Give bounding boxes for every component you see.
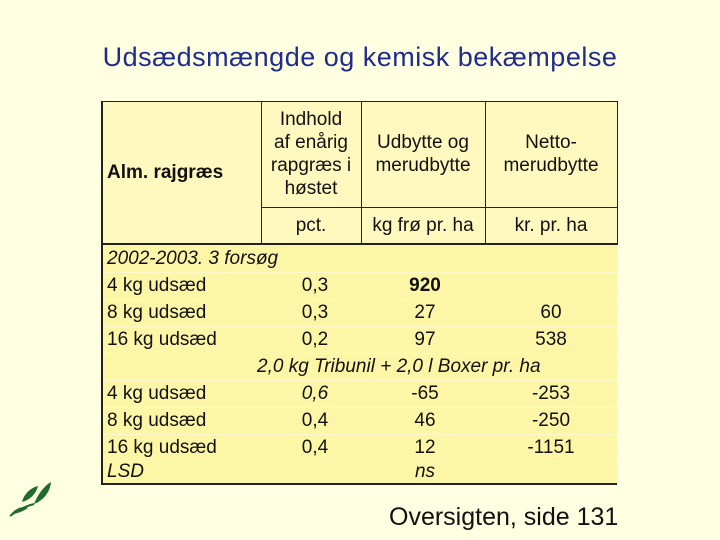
grid-line — [103, 243, 618, 245]
unit-col-2: kg frø pr. ha — [361, 207, 485, 243]
header-col-2-line-2: merudbytte — [375, 155, 471, 176]
header-row-label: Alm. rajgræs — [103, 101, 261, 243]
table-row: 16 kg udsæd 0,4 12 -1151 — [107, 437, 575, 458]
table-row: 4 kg udsæd 0,3 920 — [107, 275, 441, 296]
data-table — [101, 101, 617, 485]
header-col-2-line-1: Udbytte og — [377, 132, 469, 153]
table-row: 8 kg udsæd 0,3 27 60 — [107, 302, 562, 323]
table-row-lsd: LSD ns — [107, 461, 436, 482]
grid-line — [261, 101, 262, 243]
table-row: 4 kg udsæd 0,6 -65 -253 — [107, 383, 571, 404]
header-col-1-line-2: af enårig — [274, 132, 348, 153]
table-row: 16 kg udsæd 0,2 97 538 — [107, 329, 567, 350]
grid-line — [617, 101, 618, 243]
grid-line — [361, 101, 362, 243]
unit-col-1: pct. — [261, 207, 361, 243]
header-col-3 — [485, 101, 617, 207]
slide-title: Udsædsmængde og kemisk bekæmpelse — [102, 42, 618, 72]
unit-col-3: kr. pr. ha — [485, 207, 617, 243]
grid-line — [485, 101, 486, 243]
table-row: 8 kg udsæd 0,4 46 -250 — [107, 410, 571, 431]
leaf-logo-icon — [8, 478, 52, 518]
section-title-1: 2002-2003. 3 forsøg — [107, 248, 279, 269]
header-col-1-line-4: høstet — [284, 178, 338, 199]
header-col-3-line-2: merudbytte — [503, 155, 599, 176]
header-col-2 — [361, 101, 485, 207]
grid-line — [103, 101, 618, 102]
grid-line — [261, 207, 618, 208]
header-col-1-line-1: Indhold — [279, 109, 343, 130]
header-col-1-line-3: rapgræs i — [270, 155, 352, 176]
header-col-1 — [261, 101, 361, 207]
header-col-3-line-1: Netto- — [525, 132, 577, 153]
source-citation: Oversigten, side 131 — [389, 503, 619, 531]
section-title-2: 2,0 kg Tribunil + 2,0 l Boxer pr. ha — [257, 356, 541, 377]
